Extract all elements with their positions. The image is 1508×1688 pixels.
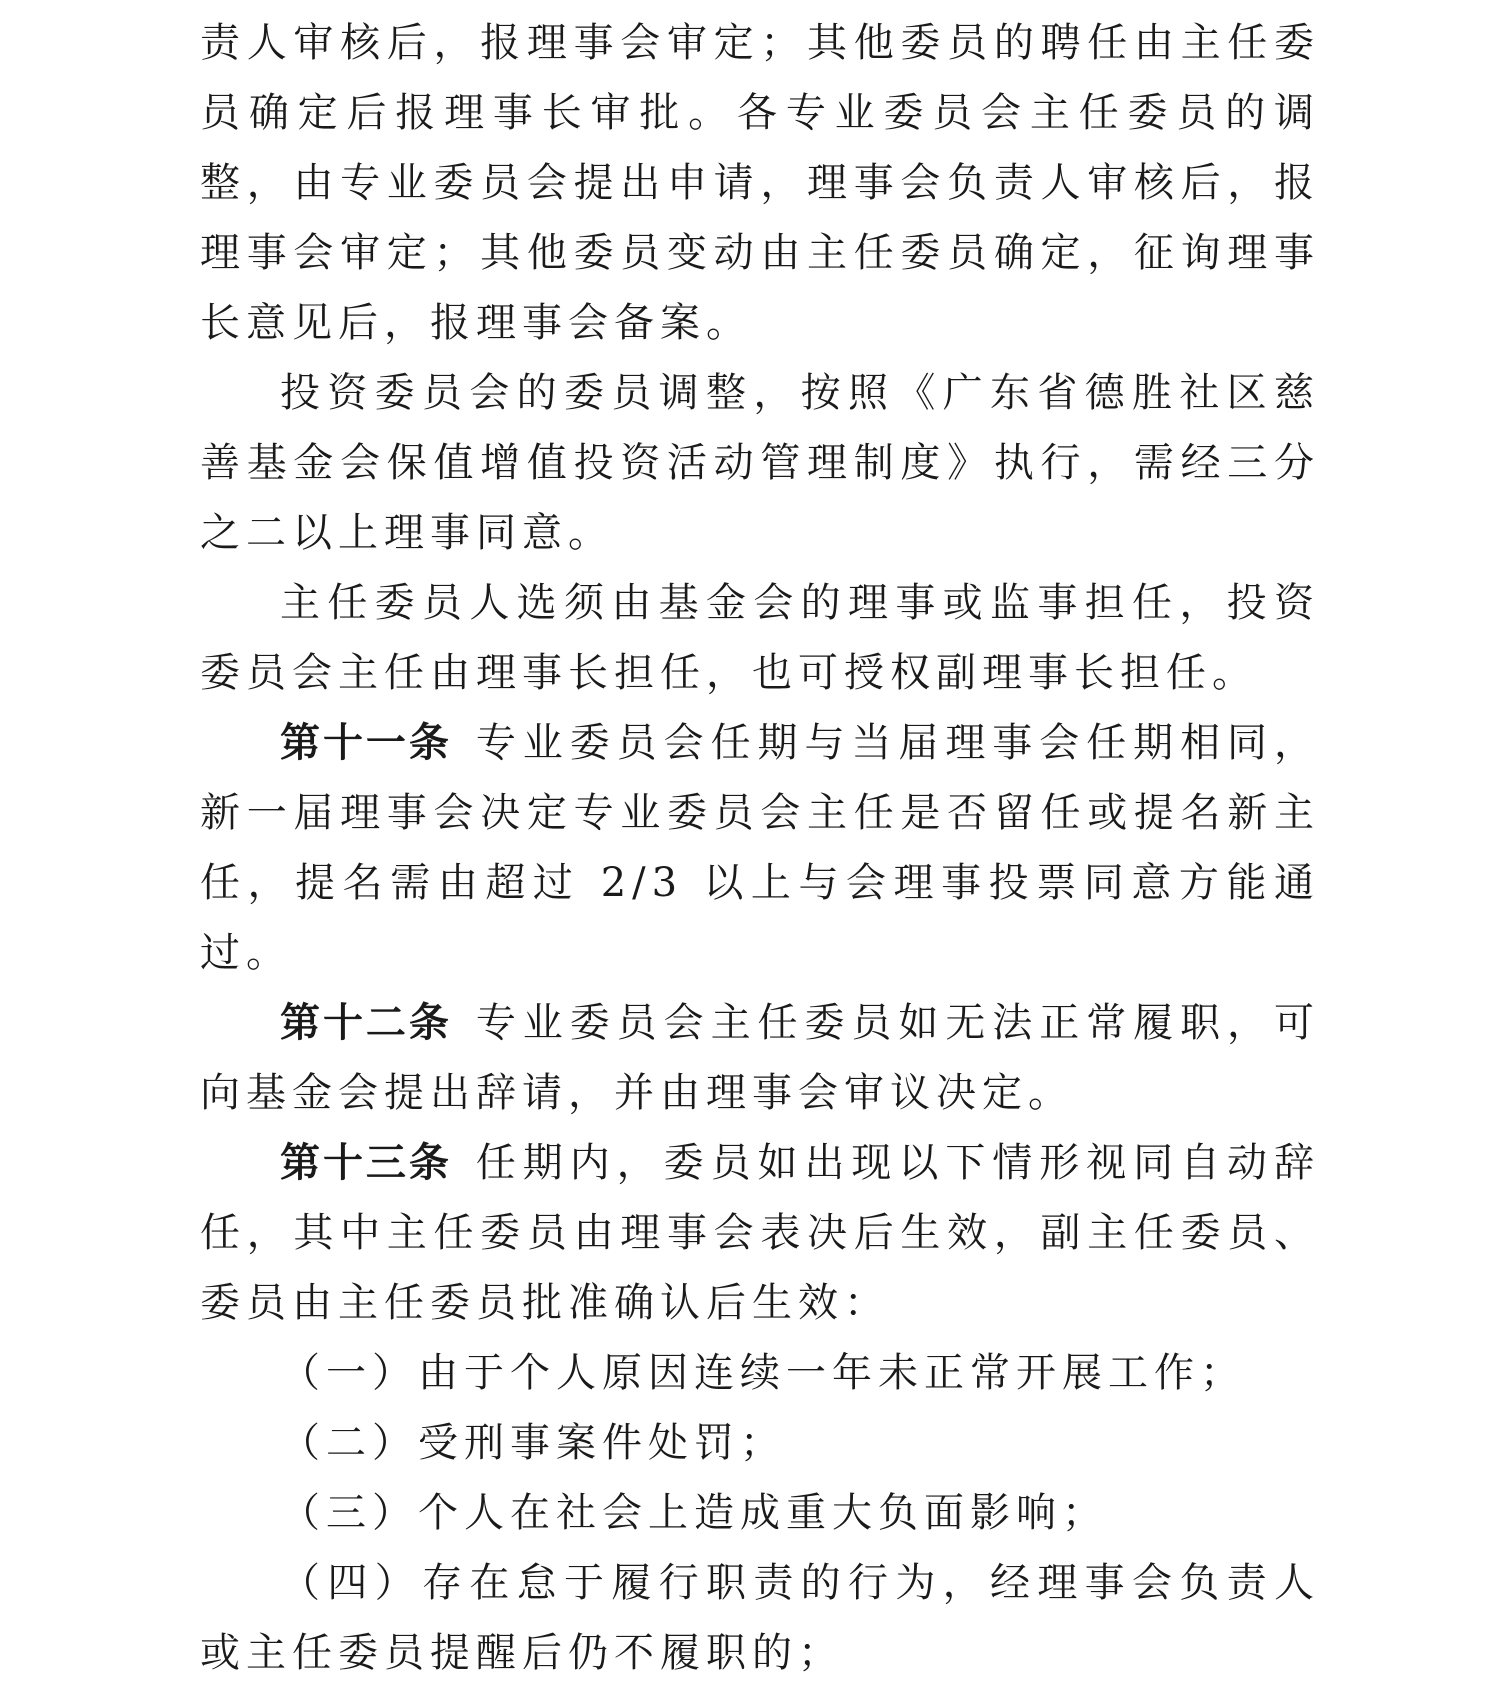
article-12-number: 第十二条 xyxy=(280,1000,452,1046)
article-12-text: 专业委员会主任委员如无法正常履职，可向基金会提出辞请，并由理事会审议决定。 xyxy=(200,1000,1321,1116)
article-12 xyxy=(200,988,1320,1128)
article-13 xyxy=(200,1128,1320,1338)
list-item: （一）由于个人原因连续一年未正常开展工作； xyxy=(280,1350,1246,1396)
list-item: （四）存在怠于履行职责的行为，经理事会负责人或主任委员提醒后仍不履职的； xyxy=(200,1560,1320,1676)
paragraph-continuation: 责人审核后，报理事会审定；其他委员的聘任由主任委员确定后报理事长审批。各专业委员会主任委员的调整，由专业委员会提出申请，理事会负责人审核后，报理事会审定；其他委员变动由主任委员确定，征询理事长意见后，报理事会备案。 xyxy=(200,20,1320,346)
paragraph-chair-selection: 主任委员人选须由基金会的理事或监事担任，投资委员会主任由理事长担任，也可授权副理事长担任。 xyxy=(200,580,1320,696)
article-13-number: 第十三条 xyxy=(280,1140,452,1186)
document-page xyxy=(200,8,1320,1688)
list-item: （二）受刑事案件处罚； xyxy=(280,1420,786,1466)
list-item: （三）个人在社会上造成重大负面影响； xyxy=(280,1490,1108,1536)
article-11-number: 第十一条 xyxy=(280,720,452,766)
article-13-text: 任期内，委员如出现以下情形视同自动辞任，其中主任委员由理事会表决后生效，副主任委员、委员由主任委员批准确认后生效： xyxy=(200,1140,1321,1326)
paragraph-investment-committee: 投资委员会的委员调整，按照《广东省德胜社区慈善基金会保值增值投资活动管理制度》执行，需经三分之二以上理事同意。 xyxy=(200,370,1320,556)
article-11 xyxy=(200,708,1320,988)
article-11-text: 专业委员会任期与当届理事会任期相同，新一届理事会决定专业委员会主任是否留任或提名新主任，提名需由超过 2/3 以上与会理事投票同意方能通过。 xyxy=(200,720,1321,976)
